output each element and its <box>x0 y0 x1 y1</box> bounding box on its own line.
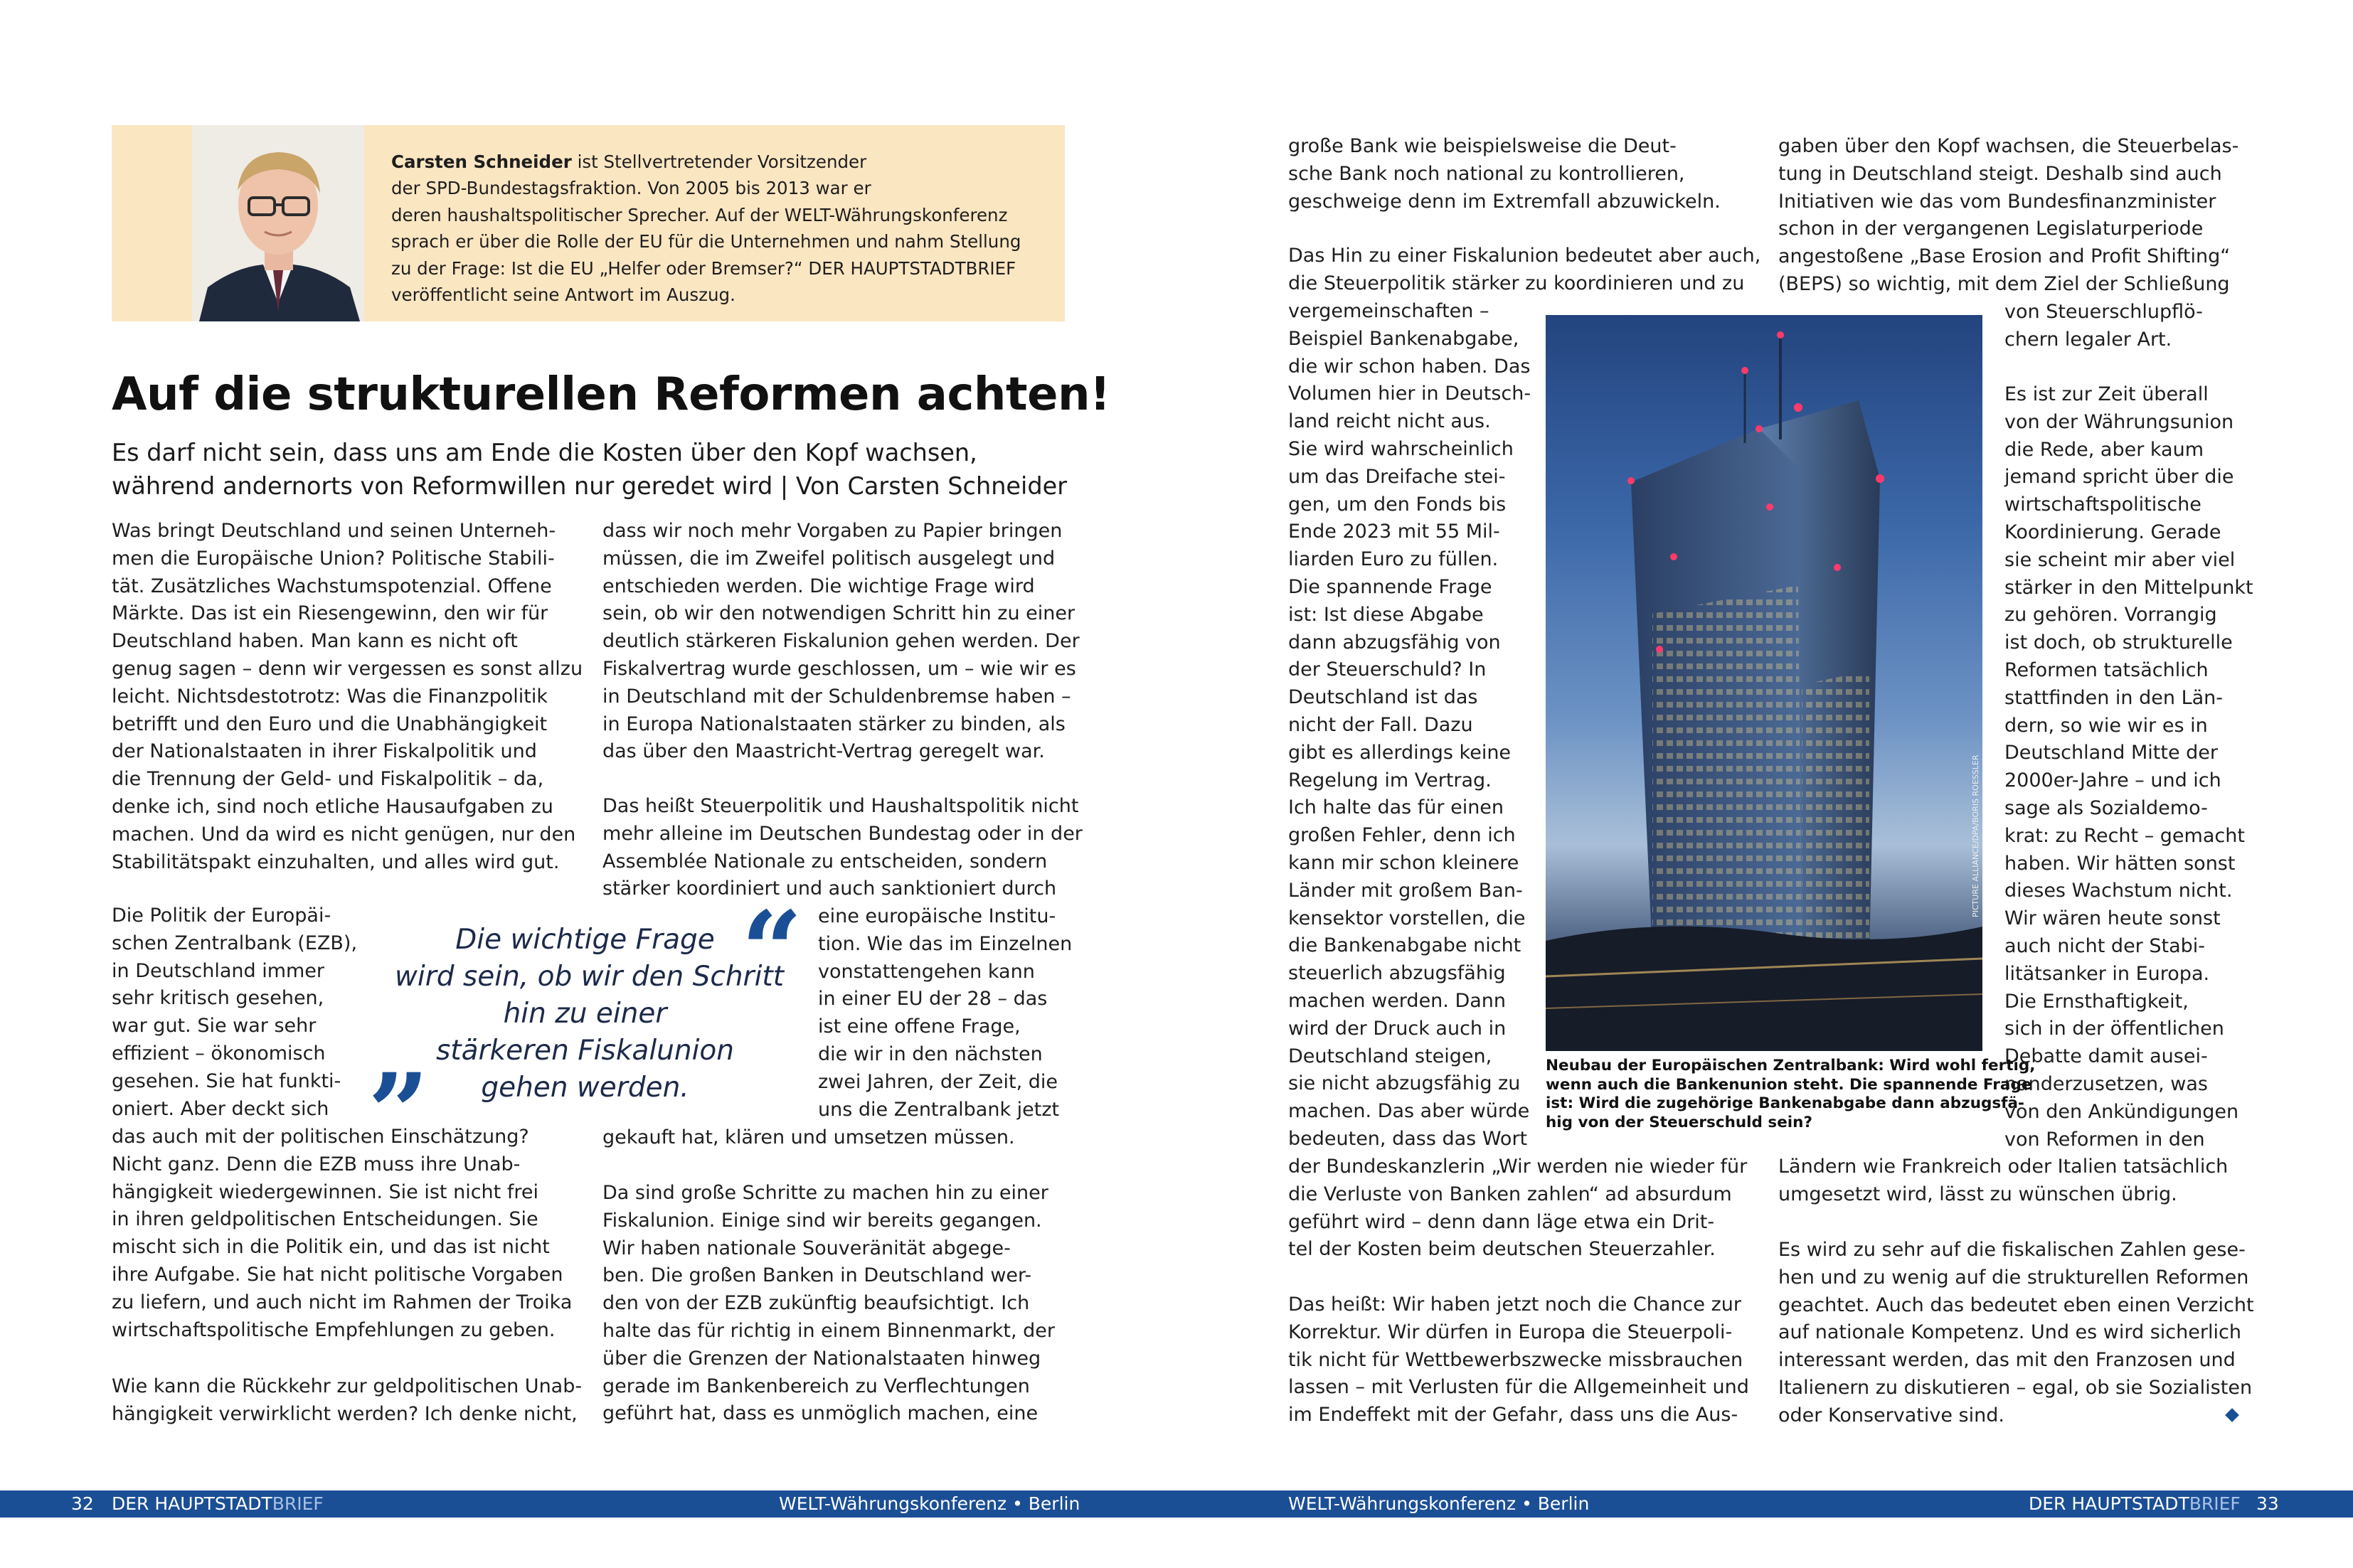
text-line: betrifft und den Euro und die Unabhängigkeit <box>112 713 548 735</box>
text-line: Da sind große Schritte zu machen hin zu einer <box>602 1182 1048 1204</box>
text-line: Die Politik der Europäi- <box>112 905 331 927</box>
text-line: Korrektur. Wir dürfen in Europa die Steuerpoli- <box>1288 1321 1733 1343</box>
text-line: Deutschland haben. Man kann es nicht oft <box>112 630 518 653</box>
photo-caption <box>1546 1057 2036 1132</box>
right-column-1-paragraph-1 <box>1288 133 1721 215</box>
text-line: Volumen hier in Deutsch- <box>1288 383 1531 405</box>
left-footer-brand <box>112 1491 324 1517</box>
text-line: in einer EU der 28 – das <box>818 988 1048 1010</box>
text-line: sein, ob wir den notwendigen Schritt hin zu einer <box>602 602 1075 625</box>
text-line: tel der Kosten beim deutschen Steuerzahler. <box>1288 1238 1716 1261</box>
bio-line: zu der Frage: Ist die EU „Helfer oder Bremser?“ DER HAUPTSTADTBRIEF <box>391 257 1016 279</box>
text-line: ihre Aufgabe. Sie hat nicht politische Vorgaben <box>112 1263 563 1286</box>
text-line: denke ich, sind noch etliche Hausaufgaben zu <box>112 795 553 818</box>
text-line: hen und zu wenig auf die strukturellen Reformen <box>1778 1266 2249 1289</box>
bio-line: ist Stellvertretender Vorsitzender <box>571 151 867 172</box>
author-portrait <box>192 125 364 321</box>
text-line: Debatte damit ausei- <box>2004 1045 2208 1068</box>
author-name: Carsten Schneider <box>391 151 572 172</box>
text-line: tung in Deutschland steigt. Deshalb sind auch <box>1778 162 2222 185</box>
text-line: schen Zentralbank (EZB), <box>112 932 358 954</box>
text-line: ist: Ist diese Abgabe <box>1288 603 1484 626</box>
text-line: Die Ernsthaftigkeit, <box>2004 990 2189 1013</box>
text-line: die Steuerpolitik stärker zu koordinieren und zu <box>1288 272 1745 294</box>
right-column-1-paragraph-3 <box>1288 1291 1749 1429</box>
left-column-2-paragraph-2-narrow <box>818 903 1072 1124</box>
text-line: stärker in den Mittelpunkt <box>2004 576 2253 599</box>
text-line: Koordinierung. Gerade <box>2004 521 2221 543</box>
pull-quote-line: hin zu einer <box>503 998 667 1030</box>
text-line: sie scheint mir aber viel <box>2004 548 2236 571</box>
text-line: tik nicht für Wettbewerbszwecke missbrauchen <box>1288 1348 1743 1371</box>
caption-line: Neubau der Europäischen Zentralbank: Wird wohl fertig, <box>1546 1057 2036 1074</box>
text-line: Ende 2023 mit 55 Mil- <box>1288 521 1500 543</box>
text-line: zu liefern, und auch nicht im Rahmen der Troika <box>112 1291 573 1313</box>
text-line: Wir haben nationale Souveränität abgege- <box>602 1237 1011 1259</box>
text-line: dern, so wie wir es in <box>2004 714 2208 737</box>
left-column-1-paragraph-3 <box>112 1373 582 1429</box>
text-line: die Rede, aber kaum <box>2004 438 2204 461</box>
text-line: Fiskalvertrag wurde geschlossen, um – wie wir es <box>602 657 1076 680</box>
text-line: gekauft hat, klären und umsetzen müssen. <box>602 1126 1015 1148</box>
bio-line: der SPD-Bundestagsfraktion. Von 2005 bis 2013 war er <box>391 178 871 199</box>
text-line: Italienern zu diskutieren – egal, ob sie Sozialisten <box>1778 1376 2253 1399</box>
brand-light: BRIEF <box>272 1493 324 1514</box>
text-line: die Bankenabgabe nicht <box>1288 934 1521 957</box>
text-line: Wie kann die Rückkehr zur geldpolitischen Unab- <box>112 1375 583 1397</box>
text-line: stärker koordiniert und auch sanktioniert durch <box>602 878 1057 900</box>
text-line: machen werden. Dann <box>1288 989 1507 1012</box>
right-column-2-paragraph-2 <box>2004 381 2253 1153</box>
text-line: chern legaler Art. <box>2004 328 2172 351</box>
text-line: Fiskalunion. Einige sind wir bereits gegangen. <box>602 1209 1042 1232</box>
subhead-line: Es darf nicht sein, dass uns am Ende die Kosten über den Kopf wachsen, <box>112 439 977 466</box>
text-line: die wir in den nächsten <box>818 1042 1043 1065</box>
text-line: land reicht nicht aus. <box>1288 410 1491 433</box>
right-column-1-paragraph-2-narrow <box>1288 298 1531 1153</box>
author-portrait-illustration <box>192 125 364 321</box>
text-line: Das Hin zu einer Fiskalunion bedeutet aber auch, <box>1288 245 1761 267</box>
pull-quote-line: gehen werden. <box>481 1072 689 1104</box>
pull-quote-line: stärkeren Fiskalunion <box>435 1035 735 1067</box>
text-line: oniert. Aber deckt sich <box>112 1097 329 1120</box>
text-line: sche Bank noch national zu kontrollieren, <box>1288 162 1685 185</box>
text-line: gaben über den Kopf wachsen, die Steuerbelas- <box>1778 135 2239 157</box>
text-line: Assemblée Nationale zu entscheiden, sondern <box>602 850 1048 873</box>
text-line: machen. Und da wird es nicht genügen, nur den <box>112 823 576 846</box>
text-line: steuerlich abzugsfähig <box>1288 962 1506 985</box>
pull-quote-open-mark: “ <box>741 888 803 1013</box>
text-line: geschweige denn im Extremfall abzuwickeln. <box>1288 190 1721 213</box>
text-line: vergemeinschaften – <box>1288 300 1489 322</box>
text-line: Initiativen wie das vom Bundesfinanzminister <box>1778 190 2216 213</box>
text-line: von der Währungsunion <box>2004 410 2234 433</box>
left-column-1-paragraph-1 <box>112 518 583 876</box>
text-line: gibt es allerdings keine <box>1288 741 1512 764</box>
footer-bar <box>0 1490 2353 1518</box>
article-subheadline <box>112 436 1067 503</box>
text-line: Stabilitätspakt einzuhalten, und alles wird gut. <box>112 850 560 873</box>
text-line: von Steuerschlupflö- <box>2004 301 2203 323</box>
right-column-2-paragraph-1-narrow <box>2004 299 2203 354</box>
pull-quote-close-mark: ” <box>368 1050 430 1175</box>
text-line: ist eine offene Frage, <box>818 1015 1021 1038</box>
bio-line: deren haushaltspolitischer Sprecher. Auf der WELT-Währungskonferenz <box>391 204 1008 225</box>
text-line: Es wird zu sehr auf die fiskalischen Zahlen gese- <box>1778 1239 2246 1261</box>
text-line: stattfinden in den Län- <box>2004 686 2224 709</box>
right-column-2-paragraph-2-end <box>1778 1153 2228 1209</box>
text-line: um das Dreifache stei- <box>1288 465 1506 488</box>
right-column-1-paragraph-2 <box>1288 242 1760 298</box>
caption-line: ist: Wird die zugehörige Bankenabgabe dann abzugsfä- <box>1546 1094 2024 1112</box>
text-line: sie nicht abzugsfähig zu <box>1288 1072 1521 1095</box>
text-line: wirtschaftspolitische <box>2004 494 2201 516</box>
text-line: bedeuten, dass das Wort <box>1288 1127 1528 1150</box>
text-line: kensektor vorstellen, die <box>1288 907 1526 929</box>
text-line: gen, um den Fonds bis <box>1288 493 1507 516</box>
text-line: Ich halte das für einen <box>1288 796 1504 819</box>
text-line: mehr alleine im Deutschen Bundestag oder in der <box>602 822 1083 845</box>
text-line: in Deutschland mit der Schuldenbremse haben – <box>602 685 1071 708</box>
left-column-2-paragraph-1 <box>602 518 1080 766</box>
text-line: geführt hat, dass es unmöglich machen, eine <box>602 1402 1039 1425</box>
text-line: geachtet. Auch das bedeutet eben einen Verzicht <box>1778 1294 2254 1316</box>
text-line: Deutschland steigen, <box>1288 1045 1492 1067</box>
text-line: uns die Zentralbank jetzt <box>818 1098 1060 1121</box>
text-line: tion. Wie das im Einzelnen <box>818 932 1073 955</box>
right-column-2-paragraph-1 <box>1778 133 2238 299</box>
text-line: Deutschland Mitte der <box>2004 742 2219 764</box>
text-line: sehr kritisch gesehen, <box>112 987 324 1010</box>
text-line: von den Ankündigungen <box>2004 1100 2239 1123</box>
right-column-1-paragraph-2-end <box>1288 1153 1747 1264</box>
text-line: kann mir schon kleinere <box>1288 851 1519 874</box>
text-line: hängigkeit verwirklicht werden? Ich denke nicht, <box>112 1402 578 1425</box>
text-line: das auch mit der politischen Einschätzung? <box>112 1126 529 1148</box>
text-line: litätsanker in Europa. <box>2004 962 2210 985</box>
bio-line: sprach er über die Rolle der EU für die Unternehmen und nahm Stellung <box>391 231 1021 252</box>
text-line: krat: zu Recht – gemacht <box>2004 824 2245 847</box>
text-line: nicht der Fall. Dazu <box>1288 713 1473 736</box>
subhead-line: während andernorts von Reformwillen nur geredet wird | Von Carsten Schneider <box>112 472 1067 500</box>
text-line: über die Grenzen der Nationalstaaten hinweg <box>602 1347 1041 1370</box>
text-line: nanderzusetzen, was <box>2004 1072 2208 1095</box>
left-column-2-paragraph-3 <box>602 1180 1055 1428</box>
text-line: angestoßene „Base Erosion and Profit Shifting“ <box>1778 245 2231 268</box>
text-line: großen Fehler, denn ich <box>1288 824 1516 847</box>
text-line: das über den Maastricht-Vertrag geregelt war. <box>602 740 1045 763</box>
text-line: schon in der vergangenen Legislaturperiode <box>1778 218 2204 240</box>
pull-quote <box>395 922 784 1106</box>
text-line: war gut. Sie war sehr <box>112 1015 317 1038</box>
text-line: tät. Zusätzliches Wachstumspotenzial. Offene <box>112 575 552 597</box>
text-line: ist doch, ob strukturelle <box>2004 631 2233 654</box>
left-page-number: 32 <box>71 1493 94 1514</box>
text-line: lassen – mit Verlusten für die Allgemeinheit und <box>1288 1376 1749 1399</box>
text-line: der Nationalstaaten in ihrer Fiskalpolitik und <box>112 740 537 763</box>
brand-strong: DER HAUPTSTADT <box>112 1493 272 1514</box>
text-line: müssen, die im Zweifel politisch ausgelegt und <box>602 547 1056 570</box>
text-line: men die Europäische Union? Politische Stabili- <box>112 547 555 570</box>
text-line: den von der EZB zukünftig beaufsichtigt. Ich <box>602 1292 1030 1315</box>
text-line: sage als Sozialdemo- <box>2004 796 2208 819</box>
text-line: Länder mit großem Ban- <box>1288 879 1523 902</box>
text-line: geführt wird – denn dann läge etwa ein Drit- <box>1288 1210 1715 1233</box>
text-line: Reformen tatsächlich <box>2004 658 2209 681</box>
text-line: von Reformen in den <box>2004 1128 2205 1151</box>
text-line: ben. Die großen Banken in Deutschland wer- <box>602 1264 1032 1287</box>
text-line: Wir wären heute sonst <box>2004 907 2221 930</box>
text-line: Sie wird wahrscheinlich <box>1288 437 1514 460</box>
text-line: große Bank wie beispielsweise die Deut- <box>1288 135 1677 157</box>
text-line: genug sagen – denn wir vergessen es sonst allzu <box>112 657 583 680</box>
text-line: im Endeffekt mit der Gefahr, dass uns die Aus- <box>1288 1404 1738 1426</box>
text-line: Ländern wie Frankreich oder Italien tatsächlich <box>1778 1156 2229 1178</box>
text-line: sich in der öffentlichen <box>2004 1018 2224 1040</box>
text-line: umgesetzt wird, lässt zu wünschen übrig. <box>1778 1183 2177 1205</box>
text-line: Die spannende Frage <box>1288 575 1492 598</box>
left-footer-event: WELT-Währungskonferenz • Berlin <box>779 1493 1080 1514</box>
brand-light: BRIEF <box>2189 1493 2241 1514</box>
text-line: wirtschaftspolitische Empfehlungen zu geben. <box>112 1318 556 1341</box>
text-line: dieses Wachstum nicht. <box>2004 880 2233 902</box>
left-column-2-paragraph-2 <box>602 793 1083 903</box>
text-line: dann abzugsfähig von <box>1288 631 1501 654</box>
caption-line: wenn auch die Bankenunion steht. Die spannende Frage <box>1546 1075 2032 1094</box>
text-line: wird der Druck auch in <box>1288 1017 1507 1040</box>
text-line: gesehen. Sie hat funkti- <box>112 1070 341 1092</box>
text-line: die wir schon haben. Das <box>1288 355 1531 378</box>
right-column-2-paragraph-3 <box>1778 1237 2254 1430</box>
photo-credit: PICTURE ALLIANCE/DPA/BORIS ROESSLER <box>1971 754 1980 917</box>
text-line: deutlich stärkeren Fiskalunion gehen werden. Der <box>602 630 1080 653</box>
ecb-building-illustration <box>1546 315 1982 1051</box>
text-line: in Deutschland immer <box>112 959 325 982</box>
text-line: interessant werden, das mit den Franzosen und <box>1778 1349 2236 1372</box>
text-line: jemand spricht über die <box>2004 466 2234 489</box>
text-line: 2000er-Jahre – und ich <box>2004 769 2221 792</box>
text-line: leicht. Nichtsdestotrotz: Was die Finanzpolitik <box>112 685 548 708</box>
text-line: Das heißt: Wir haben jetzt noch die Chance zur <box>1288 1294 1741 1316</box>
text-line: Regelung im Vertrag. <box>1288 769 1492 791</box>
text-line: hängigkeit wiedergewinnen. Sie ist nicht frei <box>112 1180 538 1203</box>
article-headline: Auf die strukturellen Reformen achten! <box>112 368 1110 421</box>
text-line: liarden Euro zu füllen. <box>1288 548 1499 571</box>
text-line: auch nicht der Stabi- <box>2004 934 2206 957</box>
author-bio-text <box>391 149 1046 308</box>
text-line: dass wir noch mehr Vorgaben zu Papier bringen <box>602 520 1063 542</box>
text-line: Märkte. Das ist ein Riesengewinn, den wir für <box>112 602 548 625</box>
text-line: zwei Jahren, der Zeit, die <box>818 1070 1058 1093</box>
caption-line: hig von der Steuerschuld sein? <box>1546 1113 1812 1131</box>
text-line: in Europa Nationalstaaten stärker zu binden, als <box>602 713 1066 735</box>
text-line: Das heißt Steuerpolitik und Haushaltspolitik nicht <box>602 795 1079 817</box>
text-line: entschieden werden. Die wichtige Frage wird <box>602 575 1035 597</box>
text-line: Was bringt Deutschland und seinen Unterneh- <box>112 520 556 542</box>
right-footer-event: WELT-Währungskonferenz • Berlin <box>1288 1493 1590 1514</box>
text-line: der Steuerschuld? In <box>1288 658 1487 681</box>
right-footer-brand <box>2029 1491 2241 1517</box>
text-line: auf nationale Kompetenz. Und es wird sicherlich <box>1778 1321 2241 1344</box>
text-line: eine europäische Institu- <box>818 905 1056 927</box>
text-line: in ihren geldpolitischen Entscheidungen. Sie <box>112 1208 538 1231</box>
text-line: Deutschland ist das <box>1288 686 1478 709</box>
text-line: zu gehören. Vorrangig <box>2004 604 2217 626</box>
brand-strong: DER HAUPTSTADT <box>2029 1493 2189 1514</box>
text-line: gerade im Bankenbereich zu Verflechtungen <box>602 1375 1030 1397</box>
bio-line: veröffentlicht seine Antwort im Auszug. <box>391 284 735 306</box>
ecb-building-photo <box>1546 315 1982 1051</box>
right-page-number: 33 <box>2256 1493 2279 1514</box>
pull-quote-line: Die wichtige Frage <box>455 924 715 956</box>
left-column-2-paragraph-2-end <box>602 1124 1015 1152</box>
text-line: effizient – ökonomisch <box>112 1042 326 1065</box>
text-line: (BEPS) so wichtig, mit dem Ziel der Schließung <box>1778 272 2230 295</box>
text-line: machen. Das aber würde <box>1288 1100 1530 1123</box>
text-line: halte das für richtig in einem Binnenmarkt, der <box>602 1319 1056 1342</box>
left-column-1-paragraph-2 <box>112 902 357 1123</box>
text-line: haben. Wir hätten sonst <box>2004 852 2236 875</box>
text-line: der Bundeskanzlerin „Wir werden nie wieder für <box>1288 1156 1748 1178</box>
text-line: mischt sich in die Politik ein, und das ist nicht <box>112 1236 550 1259</box>
text-line: Es ist zur Zeit überall <box>2004 383 2209 405</box>
text-line: vonstattengehen kann <box>818 960 1035 983</box>
pull-quote-line: wird sein, ob wir den Schritt <box>395 961 784 993</box>
text-line: die Verluste von Banken zahlen“ ad absurdum <box>1288 1183 1732 1205</box>
text-line: Beispiel Bankenabgabe, <box>1288 327 1519 350</box>
text-line: Nicht ganz. Denn die EZB muss ihre Unab- <box>112 1153 521 1175</box>
left-column-1-paragraph-2-cont <box>112 1124 572 1344</box>
text-line: oder Konservative sind. <box>1778 1404 2004 1426</box>
text-line: die Trennung der Geld- und Fiskalpolitik – da, <box>112 768 544 791</box>
